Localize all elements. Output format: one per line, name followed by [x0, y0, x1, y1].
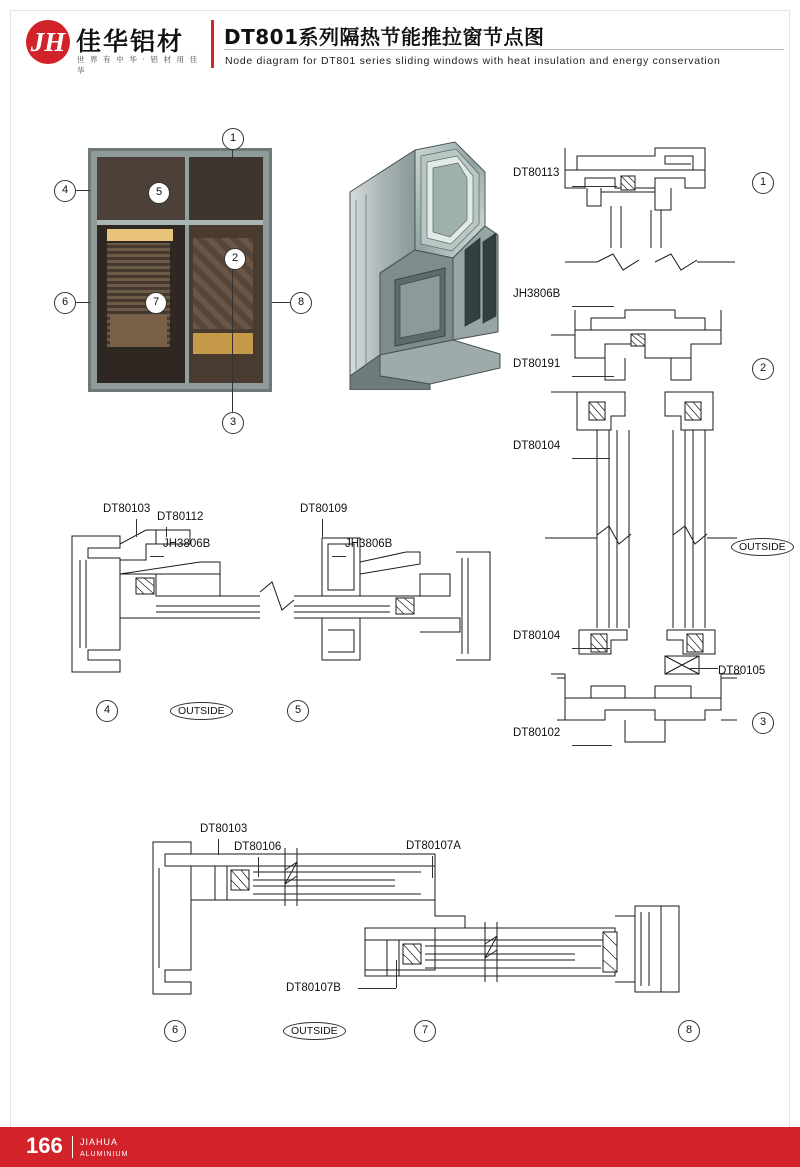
leader-line	[272, 302, 290, 303]
header-rule	[224, 49, 784, 50]
outside-marker-mid: OUTSIDE	[170, 702, 233, 720]
part-label-dt80105: DT80105	[718, 665, 766, 677]
page-subtitle: Node diagram for DT801 series sliding windows with heat insulation and energy conservation	[225, 55, 721, 67]
section-callout-5: 5	[287, 700, 309, 722]
callout-5: 5	[148, 182, 170, 204]
callout-7: 7	[145, 292, 167, 314]
part-label-dt80107b: DT80107B	[286, 982, 341, 994]
part-label-dt80107a: DT80107A	[406, 840, 461, 852]
page-title: DT801系列隔热节能推拉窗节点图	[224, 25, 545, 49]
section-callout-4: 4	[96, 700, 118, 722]
part-label-dt80104-bottom: DT80104	[513, 630, 561, 642]
brand-slogan: 世 界 有 中 华 · 铝 材 用 佳 华	[77, 55, 199, 75]
corner-assembly-render	[320, 140, 520, 390]
window-photo	[88, 148, 272, 392]
leader-line	[74, 302, 90, 303]
part-label-jh3806b-right: JH3806B	[345, 538, 393, 550]
brand-logo	[26, 18, 201, 75]
part-label-dt80104-top: DT80104	[513, 440, 561, 452]
part-label-jh3806b-left: JH3806B	[163, 538, 211, 550]
footer-divider	[72, 1136, 73, 1158]
horizontal-section-drawing-678	[135, 820, 695, 1050]
callout-6: 6	[54, 292, 76, 314]
part-label-dt80113: DT80113	[513, 167, 560, 179]
callout-1: 1	[222, 128, 244, 150]
outside-marker-right: OUTSIDE	[731, 538, 794, 556]
horizontal-section-drawing-45	[60, 500, 500, 730]
callout-4: 4	[54, 180, 76, 202]
logo-mark-icon	[26, 20, 70, 66]
callout-3: 3	[222, 412, 244, 434]
header-divider	[211, 20, 214, 68]
part-label-dt80191: DT80191	[513, 358, 561, 370]
part-label-dt80106: DT80106	[234, 841, 282, 853]
leader-line	[74, 190, 90, 191]
part-label-dt80109: DT80109	[300, 503, 348, 515]
section-callout-8: 8	[678, 1020, 700, 1042]
callout-8: 8	[290, 292, 312, 314]
section-callout-1: 1	[752, 172, 774, 194]
part-label-dt80103-bottom: DT80103	[200, 823, 248, 835]
logo-glyph: JH	[30, 27, 66, 57]
footer-brand-line1: JIAHUA	[80, 1137, 119, 1147]
page-number: 166	[26, 1133, 63, 1158]
outside-marker-bottom: OUTSIDE	[283, 1022, 346, 1040]
brand-name-cn: 佳华铝材	[76, 27, 185, 56]
part-label-dt80112: DT80112	[157, 511, 204, 523]
part-label-dt80103-mid: DT80103	[103, 503, 151, 515]
part-label-jh3806b-1: JH3806B	[513, 288, 561, 300]
leader-line	[232, 392, 233, 412]
leader-line	[232, 262, 233, 392]
section-callout-7: 7	[414, 1020, 436, 1042]
section-callout-2: 2	[752, 358, 774, 380]
leader-line	[232, 148, 233, 178]
part-label-dt80102: DT80102	[513, 727, 561, 739]
page-footer	[0, 1113, 800, 1167]
callout-2: 2	[224, 248, 246, 270]
page-header	[0, 0, 800, 86]
footer-bar	[0, 1127, 800, 1167]
section-callout-6: 6	[164, 1020, 186, 1042]
section-callout-3: 3	[752, 712, 774, 734]
footer-brand-line2: ALUMINIUM	[80, 1151, 129, 1158]
